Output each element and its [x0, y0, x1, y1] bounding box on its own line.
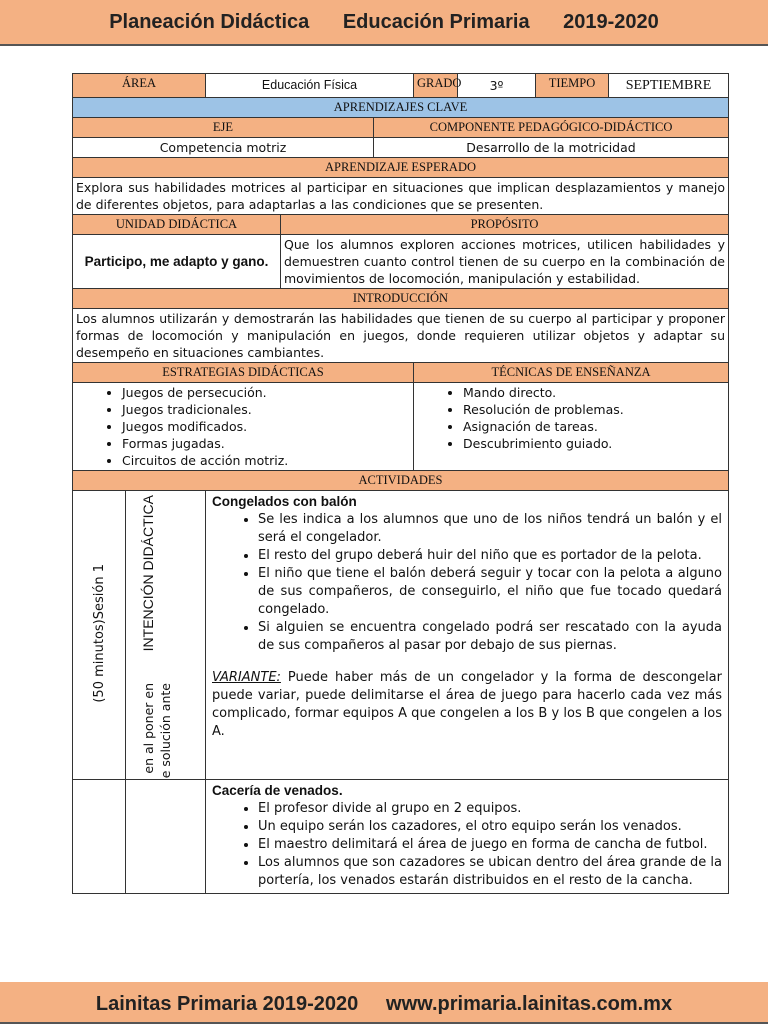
tecnicas-list [417, 384, 725, 452]
header-year: 2019-2020 [563, 11, 659, 33]
proposito-label: PROPÓSITO [281, 215, 729, 235]
aprendizaje-esperado-text: Explora sus habilidades motrices al participar en situaciones que implican desplazamientos y manejo de diferentes objetos, para adaptarlas a las condiciones que se presenten. [73, 178, 729, 215]
area-value: Educación Física [206, 74, 414, 98]
unidad-value: Participo, me adapto y gano. [73, 235, 281, 289]
list-item: • Juegos tradicionales. [122, 401, 410, 418]
header-banner [0, 0, 768, 46]
activity-congelados [206, 491, 729, 780]
variante-label: VARIANTE: [212, 670, 281, 685]
variante-paragraph [212, 669, 722, 741]
tecnicas-heading: TÉCNICAS DE ENSEÑANZA [414, 363, 729, 383]
list-item: • Juegos modificados. [122, 418, 410, 435]
activity-list [212, 800, 722, 890]
header-title: Planeación Didáctica [109, 11, 310, 33]
eje-value: Competencia motriz [73, 138, 374, 158]
tecnicas-cell [414, 383, 729, 471]
componente-label: COMPONENTE PEDAGÓGICO-DIDÁCTICO [374, 118, 729, 138]
intencion-fragment: e solución ante [158, 683, 173, 779]
estrategias-list [76, 384, 410, 469]
list-item: • Circuitos de acción motriz. [122, 452, 410, 469]
header-level: Educación Primaria [342, 11, 530, 33]
list-item: • Formas jugadas. [122, 435, 410, 452]
intencion-label: INTENCIÓN DIDÁCTICA [140, 495, 156, 652]
list-item: • Resolución de problemas. [463, 401, 725, 418]
area-label: ÁREA [73, 74, 206, 98]
eje-label: EJE [73, 118, 374, 138]
tiempo-label: TIEMPO [536, 74, 609, 98]
list-item: • Descubrimiento guiado. [463, 435, 725, 452]
tiempo-value: SEPTIEMBRE [609, 74, 729, 98]
sesion-label: (50 minutos)Sesión 1 [91, 563, 107, 703]
header-row [73, 74, 729, 98]
activity-list [212, 511, 722, 655]
grado-value: 3º [458, 74, 536, 98]
introduccion-heading: INTRODUCCIÓN [73, 289, 729, 309]
aprendizaje-esperado-heading: APRENDIZAJE ESPERADO [73, 158, 729, 178]
sesion-cell [73, 491, 126, 780]
footer-banner [0, 982, 768, 1024]
proposito-text: Que los alumnos exploren acciones motrices, utilicen habilidades y demuestren cuanto control tienen de su cuerpo en la combinación de movimientos de locomoción, manipulación y estabilidad. [281, 235, 729, 289]
variante-text: Puede haber más de un congelador y la forma de descongelar puede variar, puede delimitarse el área de juego para hacerlo cada vez más complicado, formar equipos A que congelen a los B y los B que congelen a los A. [212, 670, 722, 739]
list-item: • Juegos de persecución. [122, 384, 410, 401]
list-item: • Mando directo. [463, 384, 725, 401]
list-item: • Los alumnos que son cazadores se ubican dentro del área grande de la portería, los venados estarán distribuidos en el resto de la cancha. [258, 854, 722, 890]
intencion-cell-empty [126, 780, 206, 894]
unidad-label: UNIDAD DIDÁCTICA [73, 215, 281, 235]
grado-label: GRADO [414, 74, 458, 98]
list-item: • El profesor divide al grupo en 2 equipos. [258, 800, 722, 818]
intencion-cell [126, 491, 206, 780]
sesion-cell-empty [73, 780, 126, 894]
activity-title: Cacería de venados. [212, 783, 343, 798]
list-item: • El resto del grupo deberá huir del niño que es portador de la pelota. [258, 547, 722, 565]
footer-text: Lainitas Primaria 2019-2020 www.primaria.lainitas.com.mx [95, 993, 673, 1015]
activity-title: Congelados con balón [212, 494, 357, 509]
list-item: • El maestro delimitará el área de juego en forma de cancha de futbol. [258, 836, 722, 854]
list-item: • Un equipo serán los cazadores, el otro equipo serán los venados. [258, 818, 722, 836]
introduccion-text: Los alumnos utilizarán y demostrarán las habilidades que tienen de su cuerpo al participar y proponer formas de locomoción y manipulación en juegos, donde requieren utilizar objetos y adaptar su desempeño en situaciones cambiantes. [73, 309, 729, 363]
list-item: • Asignación de tareas. [463, 418, 725, 435]
aprendizajes-clave-heading: APRENDIZAJES CLAVE [73, 98, 729, 118]
intencion-fragment: en al poner en [141, 683, 156, 774]
estrategias-heading: ESTRATEGIAS DIDÁCTICAS [73, 363, 414, 383]
actividades-heading: ACTIVIDADES [73, 471, 729, 491]
list-item: • Se les indica a los alumnos que uno de los niños tendrá un balón y el será el congelador. [258, 511, 722, 547]
planning-table [72, 73, 729, 894]
estrategias-cell [73, 383, 414, 471]
activity-caceria [206, 780, 729, 894]
list-item: • Si alguien se encuentra congelado podrá ser rescatado con la ayuda de sus compañeros al pasar por debajo de sus piernas. [258, 619, 722, 655]
list-item: • El niño que tiene el balón deberá seguir y tocar con la pelota a alguno de sus compañeros, de conseguirlo, el niño que fue tocado quedará congelado. [258, 565, 722, 619]
componente-value: Desarrollo de la motricidad [374, 138, 729, 158]
